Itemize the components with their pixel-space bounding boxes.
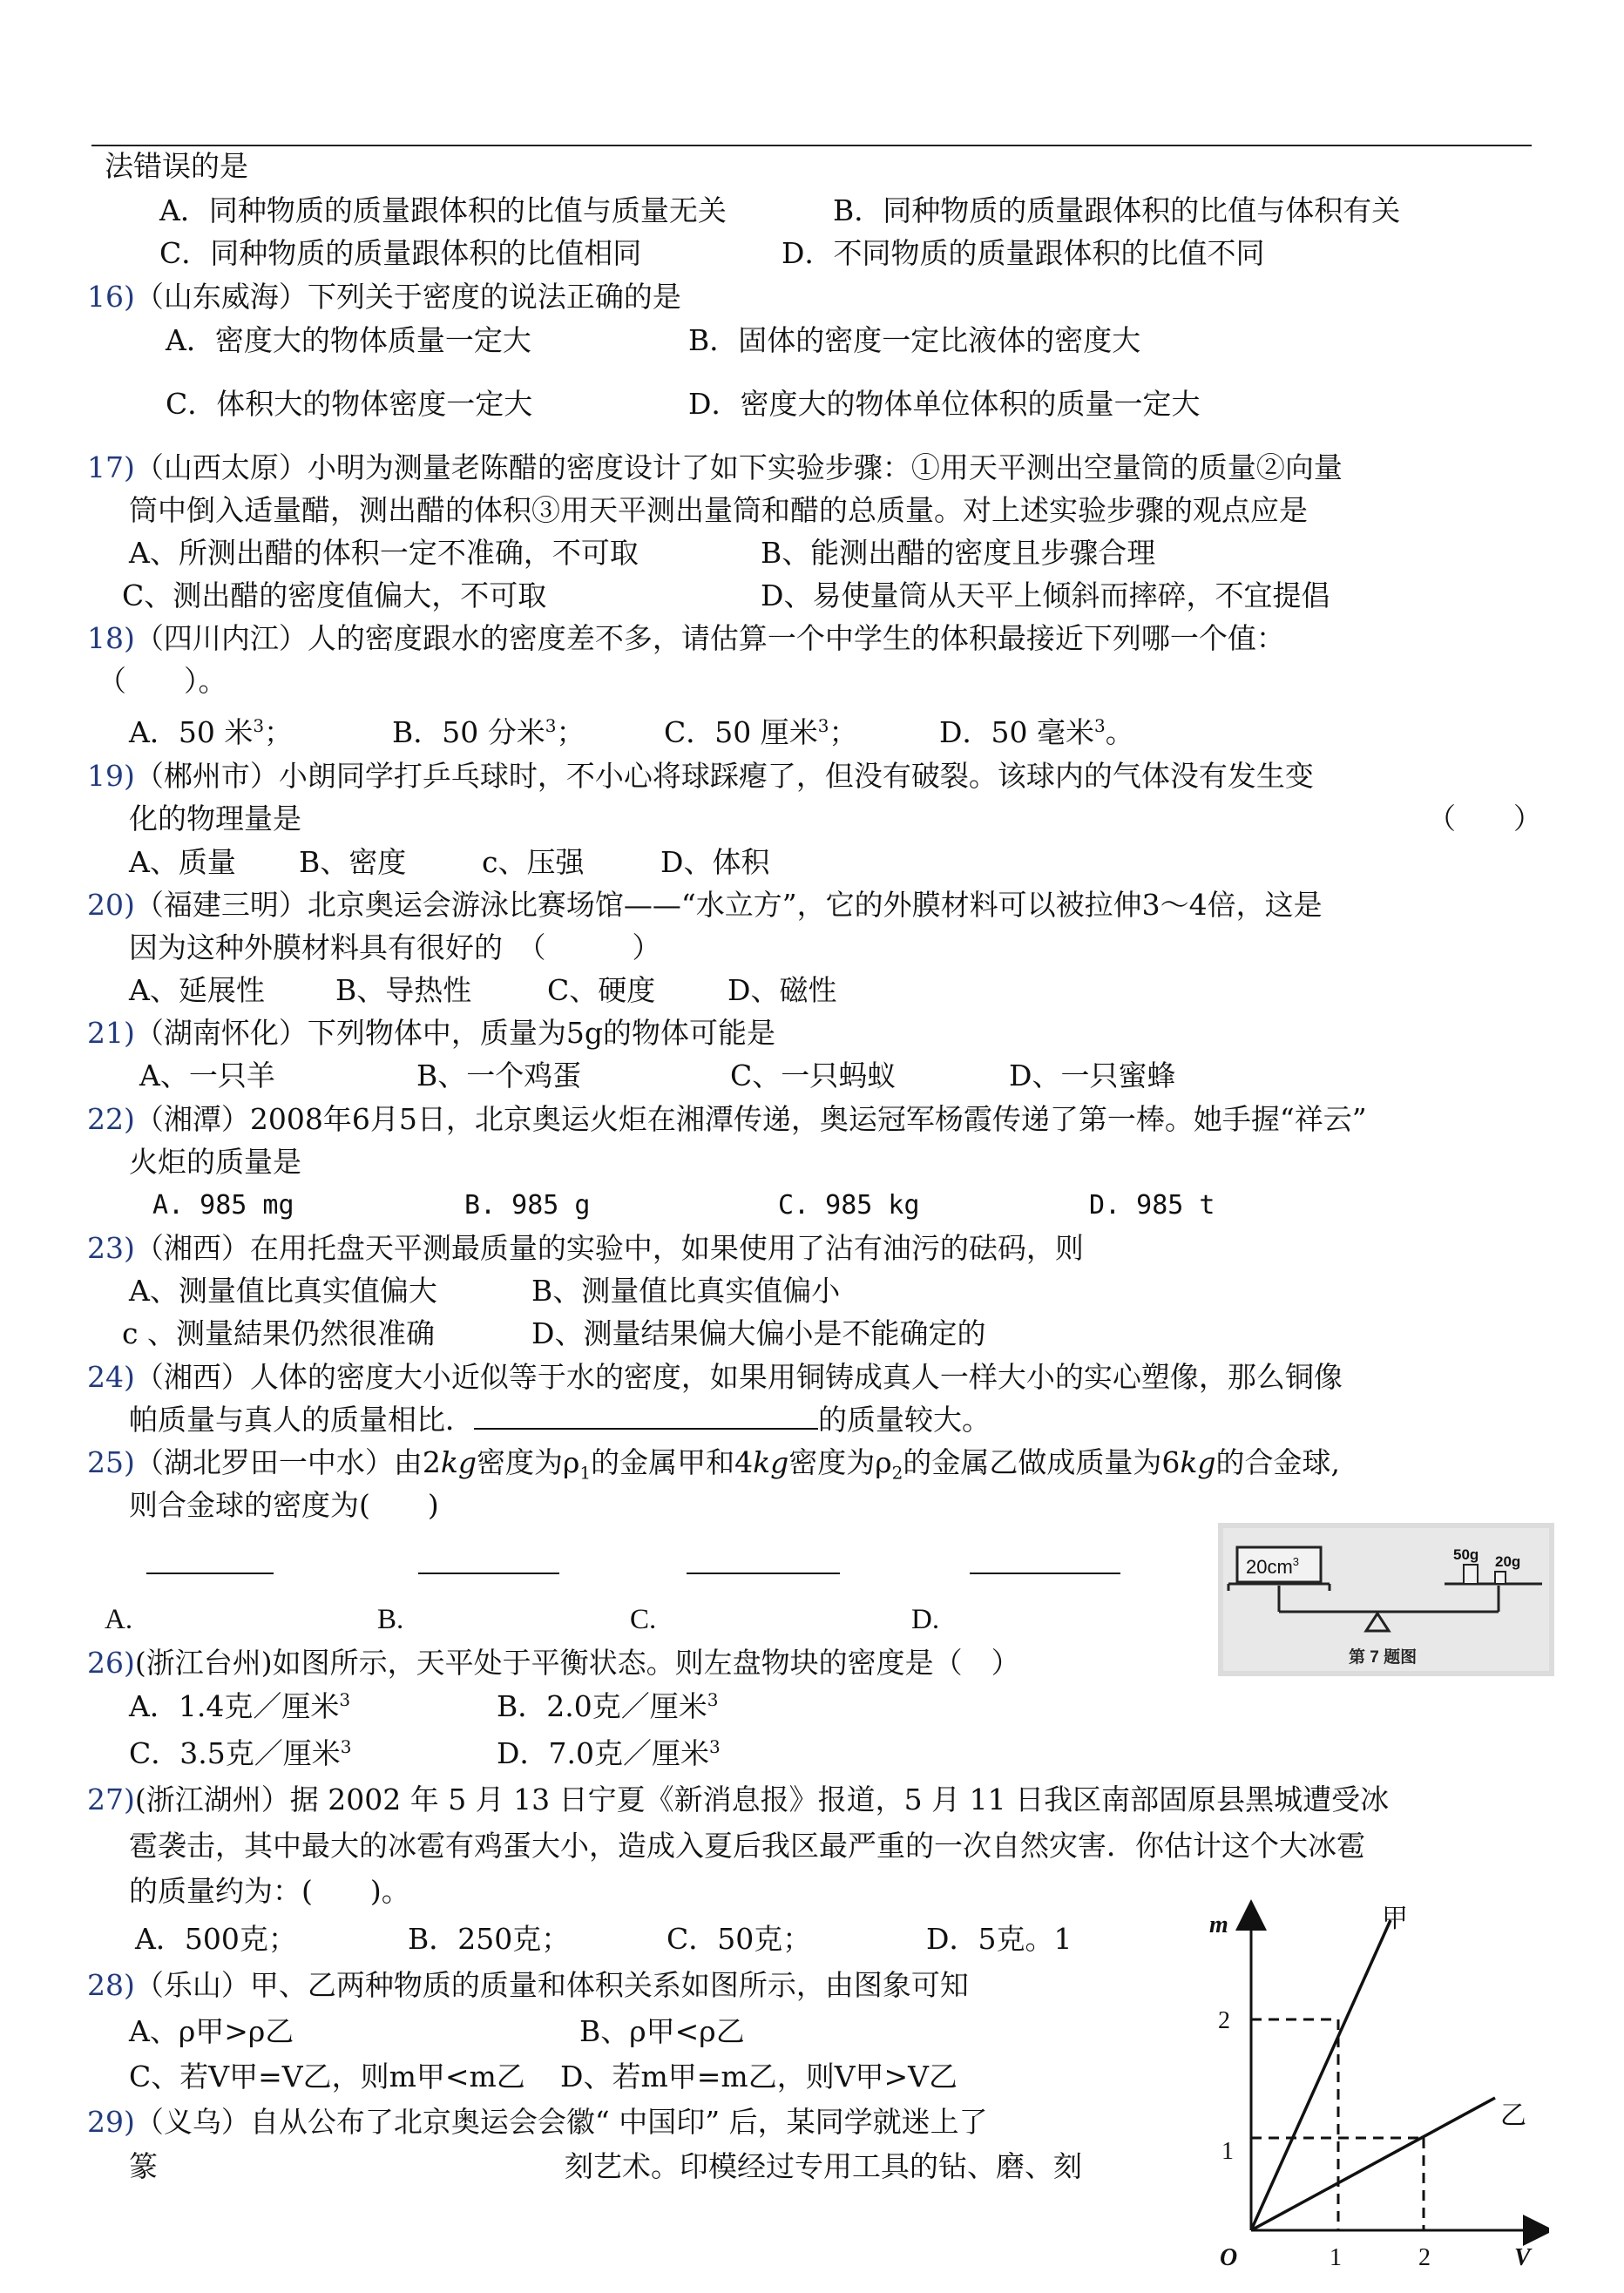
- question-25: [87, 1444, 1341, 1484]
- weight-20g-label: 20g: [1495, 1553, 1521, 1570]
- q29-stem-line2a: 篆: [129, 2149, 158, 2183]
- question-number: 18): [87, 621, 135, 655]
- question-stem: （乐山）甲、乙两种物质的质量和体积关系如图所示，由图象可知: [134, 1968, 969, 2002]
- label-yi: 乙: [1500, 2100, 1526, 2131]
- question-stem-line1: （四川内江）人的密度跟水的密度差不多，请估算一个中学生的体积最接近下列哪一个值：: [134, 621, 1285, 655]
- q26-option-a: [129, 1688, 350, 1725]
- question-stem: （湖南怀化）下列物体中，质量为5g的物体可能是: [134, 1016, 775, 1050]
- volume-label: $20cm^3$: [1246, 1555, 1300, 1578]
- q28-option-a: A、ρ甲>ρ乙: [129, 2014, 294, 2048]
- q23-option-a: A、测量值比真实值偏大: [129, 1274, 437, 1308]
- q25-option-b-formula: [418, 1573, 559, 1574]
- y-axis-label: m: [1209, 1911, 1228, 1938]
- q18-option-c: [664, 714, 857, 751]
- q27-stem-line2: 雹袭击，其中最大的冰雹有鸡蛋大小，造成入夏后我区最严重的一次自然灾害．你估计这个大冰雹: [129, 1829, 1365, 1863]
- q20-option-a: A、延展性: [129, 973, 265, 1007]
- q25-option-b: B.: [377, 1604, 404, 1635]
- q15-option-a: A．同种物质的质量跟体积的比值与质量无关: [159, 193, 727, 227]
- option-text: B．50 分米: [392, 715, 545, 749]
- option-text: D．50 毫米: [939, 715, 1094, 749]
- subscript: 2: [891, 1462, 903, 1484]
- question-number: 17): [87, 450, 135, 484]
- q22-stem-line2: 火炬的质量是: [129, 1145, 301, 1179]
- question-stem-line1: （湘西）人体的密度大小近似等于水的密度，如果用铜铸成真人一样大小的实心塑像，那么铜像: [134, 1360, 1343, 1394]
- question-number: 26): [87, 1646, 135, 1680]
- q21-option-d: D、一只蜜蜂: [1009, 1059, 1176, 1092]
- q27-option-c: C．50克；: [667, 1922, 812, 1956]
- question-number: 29): [87, 2105, 135, 2139]
- q20-option-d: D、磁性: [727, 973, 837, 1007]
- stem-text: 的金属乙做成质量为6: [903, 1445, 1181, 1479]
- q27-stem-line3: 的质量约为：( )。: [129, 1874, 410, 1908]
- q23-option-c: c 、测量結果仍然很准确: [122, 1316, 435, 1350]
- q22-option-c: C. 985 kg: [778, 1190, 920, 1221]
- exponent: 3: [707, 1689, 719, 1710]
- option-text: A．50 米: [129, 715, 254, 749]
- unit-kg: kg: [440, 1445, 477, 1479]
- q28-option-c: C、若V甲=V乙，则m甲<m乙: [129, 2060, 525, 2093]
- q25-option-a-formula: [146, 1573, 274, 1574]
- x-tick-1: 1: [1330, 2244, 1342, 2270]
- question-number: 24): [87, 1360, 135, 1394]
- option-text: B．2.0克／厘米: [497, 1689, 707, 1723]
- stem-text: 的质量较大。: [818, 1403, 991, 1437]
- separator: ；: [829, 715, 858, 749]
- q25-option-d-formula: [970, 1573, 1120, 1574]
- question-28: [87, 1967, 969, 2004]
- question-stem-line1: （湘潭）2008年6月5日，北京奥运火炬在湘潭传递，奥运冠军杨霞传递了第一棒。她手握“祥云”: [134, 1102, 1367, 1136]
- label-jia: 甲: [1382, 1904, 1408, 1934]
- q23-option-d: D、测量结果偏大偏小是不能确定的: [531, 1316, 986, 1350]
- question-27: [87, 1782, 1389, 1818]
- fill-blank[interactable]: [474, 1428, 818, 1430]
- option-text: D．7.0克／厘米: [497, 1736, 709, 1770]
- question-15-stem-end: 法错误的是: [105, 149, 248, 183]
- figure-caption: 第 7 题图: [1349, 1648, 1418, 1667]
- separator: ；: [264, 715, 294, 749]
- q21-option-a: A、一只羊: [139, 1059, 275, 1092]
- question-number: 16): [87, 280, 135, 314]
- q29-stem-line2b: 刻艺术。印模经过专用工具的钻、磨、刻: [565, 2149, 1082, 2183]
- question-19: [87, 758, 1314, 795]
- q26-option-d: [497, 1735, 721, 1772]
- question-stem-line1: （郴州市）小朗同学打乒乓球时，不小心将球踩瘪了，但没有破裂。该球内的气体没有发生变: [134, 759, 1314, 793]
- q17-stem-line2: 筒中倒入适量醋，测出醋的体积③用天平测出量筒和醋的总质量。对上述实验步骤的观点应是: [129, 493, 1308, 527]
- stem-text: 密度为ρ: [477, 1445, 580, 1479]
- q16-option-d: D．密度大的物体单位体积的质量一定大: [688, 387, 1201, 421]
- exponent: 3: [817, 715, 829, 736]
- q18-option-d: [939, 714, 1134, 751]
- q21-option-b: B、一个鸡蛋: [416, 1059, 582, 1092]
- question-number: 25): [87, 1445, 135, 1479]
- question-23: [87, 1230, 1084, 1267]
- q19-stem-line2: 化的物理量是: [129, 802, 301, 835]
- option-text: A．1.4克／厘米: [129, 1689, 340, 1723]
- q18-option-b: [392, 714, 585, 751]
- q25-option-a: A.: [105, 1604, 133, 1635]
- question-17: [87, 450, 1343, 486]
- question-26: [87, 1645, 1020, 1681]
- exponent: 3: [340, 1736, 352, 1757]
- unit-kg: kg: [1180, 1445, 1216, 1479]
- q17-option-d: D、易使量筒从天平上倾斜而摔碎，不宜提倡: [761, 578, 1330, 612]
- question-stem: （湘西）在用托盘天平测最质量的实验中，如果使用了沾有油污的砝码，则: [134, 1231, 1084, 1265]
- subscript: 1: [579, 1462, 592, 1484]
- question-number: 28): [87, 1968, 135, 2002]
- header-rule: [91, 145, 1532, 146]
- question-20: [87, 887, 1323, 923]
- q17-option-c: C、测出醋的密度值偏大，不可取: [122, 578, 547, 612]
- q19-option-b: B、密度: [299, 845, 407, 879]
- q22-option-d: D. 985 t: [1089, 1190, 1215, 1221]
- q25-option-c: C.: [630, 1604, 657, 1635]
- terminator: 。: [1105, 715, 1134, 749]
- exponent: 3: [339, 1689, 351, 1710]
- q20-option-b: B、导热性: [335, 973, 472, 1007]
- question-stem: （山东威海）下列关于密度的说法正确的是: [134, 280, 681, 314]
- question-number: 23): [87, 1231, 135, 1265]
- stem-text: （湖北罗田一中水）由2: [134, 1445, 441, 1479]
- q28-option-d: D、若m甲=m乙，则V甲>V乙: [560, 2060, 958, 2093]
- option-text: C．3.5克／厘米: [129, 1736, 341, 1770]
- question-stem-line1: （义乌）自从公布了北京奥运会会徽“ 中国印” 后，某同学就迷上了: [134, 2105, 988, 2139]
- q17-option-b: B、能测出醋的密度且步骤合理: [761, 536, 1156, 570]
- q27-option-d: D．5克。1: [926, 1922, 1073, 1956]
- stem-text: 的合金球,: [1215, 1445, 1341, 1479]
- q19-option-d: D、体积: [660, 845, 770, 879]
- q16-option-b: B．固体的密度一定比液体的密度大: [688, 323, 1141, 357]
- origin-label: O: [1220, 2244, 1238, 2270]
- x-axis-label: V: [1514, 2244, 1531, 2270]
- q15-option-c: C．同种物质的质量跟体积的比值相同: [159, 236, 642, 270]
- question-24: [87, 1359, 1343, 1396]
- q16-option-a: A．密度大的物体质量一定大: [166, 323, 531, 357]
- exponent: 3: [1093, 715, 1106, 736]
- q25-option-d: D.: [911, 1604, 940, 1635]
- option-text: C．50 厘米: [664, 715, 818, 749]
- x-tick-2: 2: [1418, 2244, 1431, 2270]
- line-jia: [1251, 1920, 1391, 2230]
- question-29: [87, 2104, 988, 2141]
- q19-option-c: c、压强: [482, 845, 585, 879]
- question-stem-line1: （山西太原）小明为测量老陈醋的密度设计了如下实验步骤：①用天平测出空量筒的质量②向量: [134, 450, 1343, 484]
- q24-stem-line2: [129, 1402, 991, 1438]
- question-stem-line1: (浙江湖州）据 2002 年 5 月 13 日宁夏《新消息报》报道，5 月 11 日我区南部固原县黑城遭受冰: [134, 1782, 1390, 1816]
- stem-text: 密度为ρ: [788, 1445, 892, 1479]
- weight-50g-label: 50g: [1453, 1546, 1479, 1563]
- q17-option-a: A、所测出醋的体积一定不准确，不可取: [129, 536, 639, 570]
- q20-option-c: C、硬度: [547, 973, 656, 1007]
- question-number: 27): [87, 1782, 135, 1816]
- question-21: [87, 1015, 775, 1052]
- q19-option-a: A、质量: [129, 845, 236, 879]
- q18-option-a: [129, 714, 293, 751]
- q15-option-b: B．同种物质的质量跟体积的比值与体积有关: [833, 193, 1401, 227]
- exponent: 3: [253, 715, 265, 736]
- separator: ；: [556, 715, 585, 749]
- unit-kg: kg: [753, 1445, 789, 1479]
- question-number: 20): [87, 888, 135, 922]
- q25-option-c-formula: [687, 1573, 840, 1574]
- question-18: [87, 620, 1285, 657]
- question-number: 21): [87, 1016, 135, 1050]
- exponent: 3: [708, 1736, 721, 1757]
- q27-option-a: A．500克；: [135, 1922, 297, 1956]
- q15-option-d: D．不同物质的质量跟体积的比值不同: [782, 236, 1265, 270]
- y-tick-1: 1: [1221, 2138, 1234, 2165]
- question-number: 22): [87, 1102, 135, 1136]
- q27-option-b: B．250克；: [408, 1922, 571, 1956]
- q18-answer-paren: （ ）。: [98, 664, 227, 698]
- exponent: 3: [545, 715, 557, 736]
- line-yi: [1251, 2098, 1495, 2230]
- balance-figure: [1218, 1523, 1554, 1676]
- q28-option-b: B、ρ甲<ρ乙: [579, 2014, 745, 2048]
- q22-option-a: A. 985 mg: [152, 1190, 294, 1221]
- q20-stem-line2: 因为这种外膜材料具有很好的 （ ）: [129, 930, 661, 964]
- question-stem: (浙江台州)如图所示，天平处于平衡状态。则左盘物块的密度是（ ）: [134, 1646, 1020, 1680]
- q26-option-b: [497, 1688, 718, 1725]
- question-number: 19): [87, 759, 135, 793]
- q19-answer-paren: （ ）: [1427, 802, 1542, 835]
- q23-option-b: B、测量值比真实值偏小: [531, 1274, 841, 1308]
- question-stem-line1: （福建三明）北京奥运会游泳比赛场馆——“水立方”，它的外膜材料可以被拉伸3～4倍，这是: [134, 888, 1323, 922]
- mass-volume-graph: [1201, 1896, 1549, 2270]
- question-16: [87, 279, 681, 315]
- q21-option-c: C、一只蚂蚁: [730, 1059, 897, 1092]
- q25-stem-line2: 则合金球的密度为( ): [129, 1488, 439, 1522]
- q22-option-b: B. 985 g: [464, 1190, 591, 1221]
- question-22: [87, 1101, 1367, 1138]
- q16-option-c: C．体积大的物体密度一定大: [166, 387, 533, 421]
- y-tick-2: 2: [1218, 2007, 1230, 2034]
- stem-text: 的金属甲和4: [591, 1445, 754, 1479]
- q26-option-c: [129, 1735, 351, 1772]
- stem-text: 帕质量与真人的质量相比．: [129, 1403, 474, 1437]
